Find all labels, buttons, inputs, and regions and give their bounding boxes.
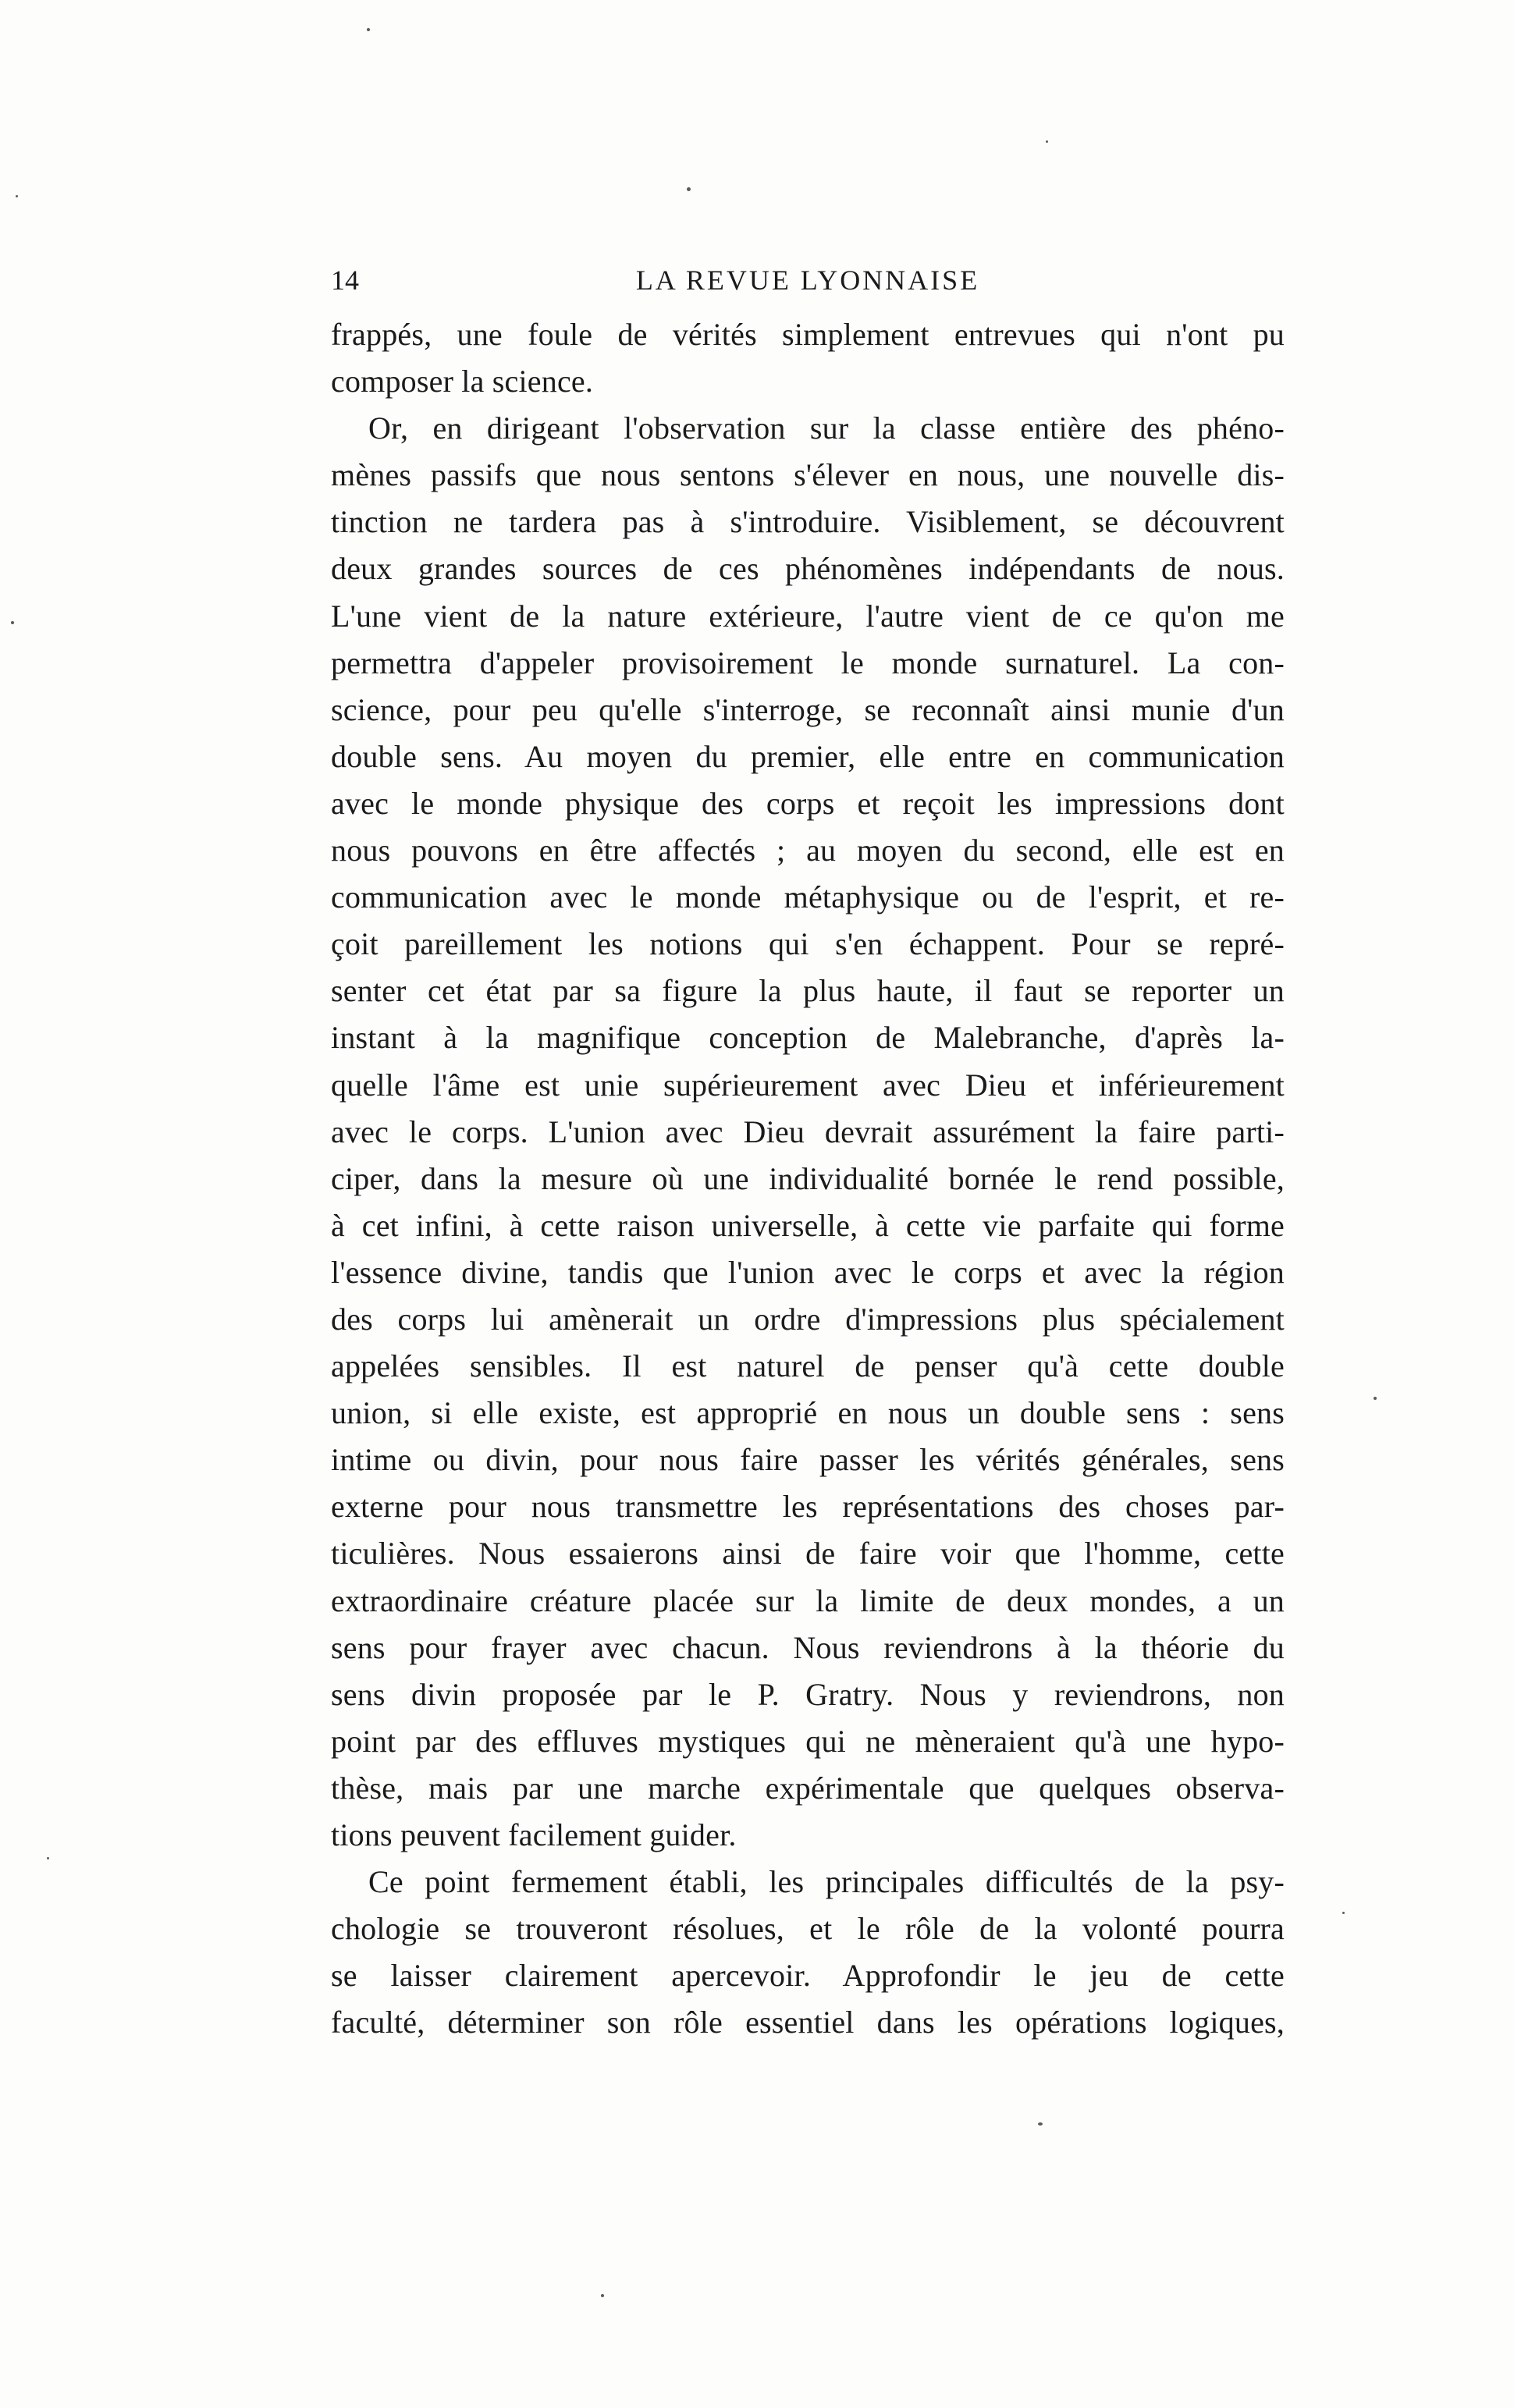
text-line: extraordinaire créature placée sur la limite de deux mondes, a un <box>331 1582 1285 1618</box>
text-line: union, si elle existe, est approprié en nous un double sens : sens <box>331 1395 1285 1431</box>
text-line: ciper, dans la mesure où une individualité bornée le rend possible, <box>331 1160 1285 1196</box>
page-header <box>331 264 1285 303</box>
scan-speck <box>16 195 18 197</box>
text-line: nous pouvons en être affectés ; au moyen du second, elle est en <box>331 833 1285 868</box>
text-line: des corps lui amènerait un ordre d'impressions plus spécialement <box>331 1301 1285 1337</box>
text-line: l'essence divine, tandis que l'union avec le corps et avec la région <box>331 1254 1285 1290</box>
text-line: frappés, une foule de vérités simplement entrevues qui n'ont pu <box>331 317 1285 352</box>
text-line: instant à la magnifique conception de Malebranche, d'après la- <box>331 1020 1285 1056</box>
text-line: senter cet état par sa figure la plus haute, il faut se reporter un <box>331 973 1285 1009</box>
text-line: avec le corps. L'union avec Dieu devrait assurément la faire parti- <box>331 1113 1285 1149</box>
scan-speck <box>11 621 14 624</box>
text-line: sens divin proposée par le P. Gratry. Nous y reviendrons, non <box>331 1676 1285 1712</box>
text-line: mènes passifs que nous sentons s'élever en nous, une nouvelle dis- <box>331 457 1285 493</box>
text-line: faculté, déterminer son rôle essentiel dans les opérations logiques, <box>331 2005 1285 2040</box>
text-line: externe pour nous transmettre les représentations des choses par- <box>331 1489 1285 1525</box>
text-line: L'une vient de la nature extérieure, l'autre vient de ce qu'on me <box>331 598 1285 634</box>
text-line: double sens. Au moyen du premier, elle entre en communication <box>331 738 1285 774</box>
text-line: permettra d'appeler provisoirement le monde surnaturel. La con- <box>331 645 1285 680</box>
text-line: ticulières. Nous essaierons ainsi de faire voir que l'homme, cette <box>331 1536 1285 1572</box>
text-line: intime ou divin, pour nous faire passer les vérités générales, sens <box>331 1442 1285 1478</box>
text-line: appelées sensibles. Il est naturel de penser qu'à cette double <box>331 1348 1285 1384</box>
body-text <box>331 311 1285 2046</box>
scan-speck <box>1374 1397 1377 1400</box>
text-line: se laisser clairement apercevoir. Approfondir le jeu de cette <box>331 1958 1285 1994</box>
text-line: communication avec le monde métaphysique ou de l'esprit, et re- <box>331 879 1285 915</box>
page-number: 14 <box>331 265 359 296</box>
text-line: sens pour frayer avec chacun. Nous reviendrons à la théorie du <box>331 1629 1285 1665</box>
text-line: deux grandes sources de ces phénomènes indépendants de nous. <box>331 551 1285 587</box>
text-line: Or, en dirigeant l'observation sur la classe entière des phéno- <box>368 410 1285 446</box>
text-line: Ce point fermement établi, les principales difficultés de la psy- <box>368 1864 1285 1900</box>
text-line: avec le monde physique des corps et reçoit les impressions dont <box>331 785 1285 821</box>
text-line: science, pour peu qu'elle s'interroge, se reconnaît ainsi munie d'un <box>331 691 1285 727</box>
scan-speck <box>367 28 370 31</box>
running-title: LA REVUE LYONNAISE <box>635 265 980 296</box>
scan-speck <box>1046 140 1048 143</box>
text-line: tions peuvent facilement guider. <box>331 1817 737 1852</box>
text-line: thèse, mais par une marche expérimentale que quelques observa- <box>331 1770 1285 1806</box>
text-line: tinction ne tardera pas à s'introduire. Visiblement, se découvrent <box>331 504 1285 540</box>
text-line: quelle l'âme est unie supérieurement avec Dieu et inférieurement <box>331 1067 1285 1103</box>
text-line: composer la science. <box>331 364 594 400</box>
scan-speck <box>1342 1912 1345 1914</box>
text-line: à cet infini, à cette raison universelle, à cette vie parfaite qui forme <box>331 1207 1285 1243</box>
text-line: point par des effluves mystiques qui ne mèneraient qu'à une hypo- <box>331 1723 1285 1759</box>
text-line: çoit pareillement les notions qui s'en échappent. Pour se repré- <box>331 926 1285 962</box>
scan-speck <box>47 1857 49 1859</box>
scan-speck <box>601 2294 604 2297</box>
text-line: chologie se trouveront résolues, et le rôle de la volonté pourra <box>331 1911 1285 1947</box>
scan-speck <box>687 187 691 191</box>
scan-speck <box>1038 2122 1043 2126</box>
